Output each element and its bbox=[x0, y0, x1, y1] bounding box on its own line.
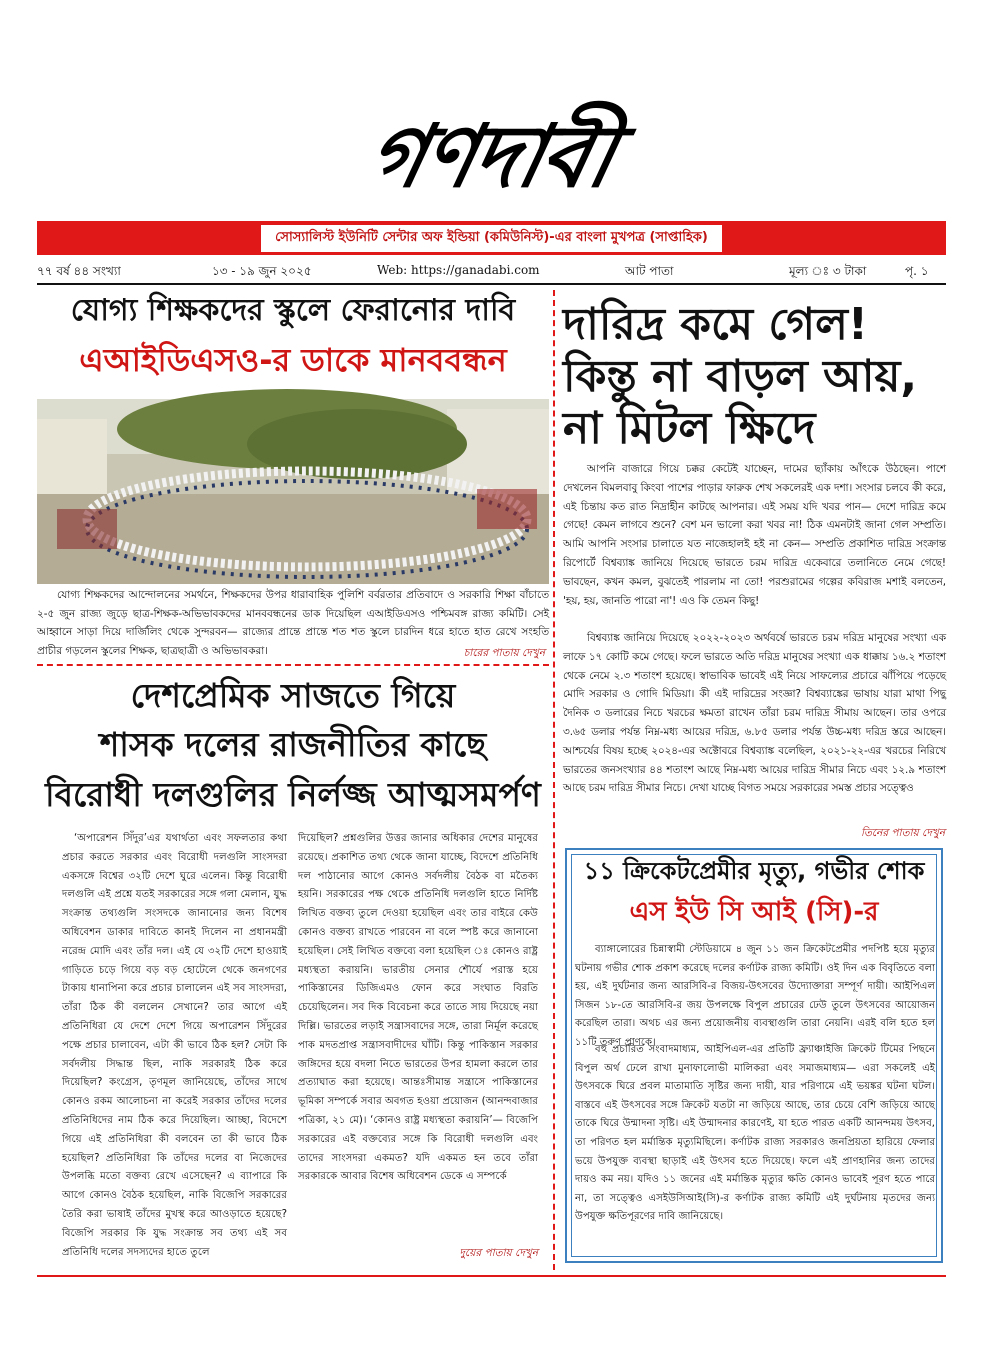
issue-date: ১৩ - ১৯ জুন ২০২৫ bbox=[212, 264, 312, 278]
story4-headline-2: এস ইউ সি আই (সি)-র bbox=[629, 897, 879, 927]
story2-headline-1: দেশপ্রেমিক সাজতে গিয়ে bbox=[130, 676, 456, 715]
story3-paragraph-1: আপনি বাজারে গিয়ে চক্কর কেটেই যাচ্ছেন, দামের ছ্যাঁকায় আঁৎকে উঠছেন। পাশে দেখলেন বিমলবাবু কিংবা পাশের পাড়ার ফারুক শেখ সকলেরই এক দশা। সংসার চলবে কী করে, এই চিন্তায় কত রাত নিদ্রাহীন কাটছে আপনার। এই সময় যদি খবর পান— দেশে দারিদ্র কমে গেছে! কেমন লাগবে শুনে? বেশ মন ভালো করা খবর না! ঠিক এমনটাই জানা গেল সম্প্রতি। আমি আপনি সংসার চালাতে যত নাজেহালই হই না কেন— সম্প্রতি প্রকাশিত দারিদ্র সংক্রান্ত রিপোর্টে বিশ্বব্যাঙ্ক জানিয়ে দিয়েছে ভারতে চরম দারিদ্র একেবারে তলানিতে নেমে গেছে! ভাবছেন, কখন কমল, বুঝতেই পারলাম না তো! পরশুরামের গল্পের কবিরাজ মশাই বলতেন, 'হয়, হয়, জানতি পারো না'! এও কি তেমন কিছু! bbox=[563, 463, 946, 607]
story3-paragraph-2: বিশ্বব্যাঙ্ক জানিয়ে দিয়েছে ২০২২-২০২৩ অর্থবর্ষে ভারতে চরম দরিদ্র মানুষের সংখ্যা এক লাফে ১৭ কোটি কমে গেছে। ফলে ভারতে অতি দরিদ্র মানুষের সংখ্যা এক ধাক্কায় ১৬.২ শতাংশ থেকে নেমে ২.৩ শতাংশ হয়েছে। স্বাভাবিক ভাবেই এই নিয়ে সাফল্যের প্রচারে ঝাঁপিয়ে পড়েছে মোদি সরকার ও গোদি মিডিয়া। কী এই দারিদ্রের সংজ্ঞা? বিশ্বব্যাঙ্কের ভাষায় যারা মাথা পিছু দৈনিক ৩ ডলারের নিচে খরচের ক্ষমতা রাখেন তাঁরা চরম দারিদ্র সীমায় আছেন। তার ওপরে ৩.৬৫ ডলার পর্যন্ত নিম্ন-মধ্য আয়ের দরিদ্র, ৬.৮৫ ডলার পর্যন্ত উচ্চ-মধ্য দরিদ্র স্তরে আছেন। আশ্চর্যের বিষয় হচ্ছে ২০২৪-এর অক্টোবরে বিশ্বব্যাঙ্ক বলেছিল, ২০২১-২২-এর খরচের নিরিখে ভারতের জনসংখ্যার ৪৪ শতাংশ আছে নিম্ন-মধ্য আয়ের দারিদ্র সীমার নিচে এবং ১২.৯ শতাংশ আছে চরম দারিদ্র সীমার নিচে। দেখা যাচ্ছে বিগত সময়ে সরকারের সমস্ত প্রচার সত্ত্বেও bbox=[563, 632, 946, 795]
publisher-banner-text: সোস্যালিস্ট ইউনিটি সেন্টার অফ ইন্ডিয়া (কমিউনিস্ট)-এর বাংলা মুখপত্র (সাপ্তাহিক) bbox=[261, 225, 722, 252]
issue-info-bar bbox=[37, 259, 946, 285]
page-number: পৃ. ১ bbox=[905, 264, 929, 278]
story2-column-2: দিয়েছিল? প্রশ্নগুলির উত্তর জানার অধিকার দেশের মানুষের রয়েছে। প্রকাশিত তথ্য থেকে জানা যাচ্ছে, বিদেশে প্রতিনিধি দল পাঠানোর আগে কোনও সর্বদলীয় বৈঠক বা মতৈক্য হয়নি। সরকারের পক্ষ থেকে প্রতিনিধি দলগুলি হাতে নির্দিষ্ট লিখিত বক্তব্য তুলে দেওয়া হয়েছিল এবং তার বাইরে কেউ কোনও বক্তব্য রাখতে পারবেন না বলে স্পষ্ট করে জানানো হয়েছিল। সেই লিখিত বক্তব্যে বলা হয়েছিল ঃ কোনও রাষ্ট্র মধ্যস্থতা করায়নি। ভারতীয় সেনার শৌর্যে পরাস্ত হয়ে পাকিস্তানের ডিজিএমও ফোন করে সংঘাত বিরতি চেয়েছিলেন। সব দিক বিবেচনা করে তাতে সায় দিয়েছে নয়া দিল্লি। ভারতের লড়াই সন্ত্রাসবাদের সঙ্গে, তারা নির্মূল করেছে পাক মদতপ্রাপ্ত সন্ত্রাসবাদীদের ঘাঁটি। কিন্তু পাকিস্তান সরকার জঙ্গিদের হয়ে বদলা নিতে ভারতের উপর হামলা করলে তার প্রত্যাঘাত করা হয়েছে। আন্তঃসীমান্ত সন্ত্রাসে পাকিস্তানের ভূমিকা সম্পর্কে সবার অবগত হওয়া প্রয়োজন (আনন্দবাজার পত্রিকা, ২১ মে)। ‘কোনও রাষ্ট্র মধ্যস্থতা করায়নি’— বিজেপি সরকারের এই বক্তব্যের সঙ্গে কি বিরোধী দলগুলি এবং তাদের সাংসদরা একমত? যদি একমত হন তবে তাঁরা সরকারকে আবার বিশেষ অধিবেশন ডেকে এ সম্পর্কে bbox=[298, 833, 538, 1183]
section-divider bbox=[37, 664, 549, 666]
photo-illustration bbox=[37, 399, 549, 584]
story2-headline-2: শাসক দলের রাজনীতির কাছে bbox=[99, 725, 487, 764]
story2-column-1: ‘অপারেশন সিঁদুর’এর যথার্থতা এবং সফলতার কথা প্রচার করতে সরকার এবং বিরোধী দলগুলি সাংসদরা একসঙ্গে বিশ্বের ৩২টি দেশে ঘুরে এলেন। কিন্তু বিরোধী দলগুলি এই প্রশ্নে যতই সরকারের সঙ্গে গলা মেলান, যুদ্ধ সংক্রান্ত তথ্যগুলি সংসদকে জানানোর জন্য বিশেষ অধিবেশন ডাকার দাবিতে কানই দিলেন না প্রধানমন্ত্রী নরেন্দ্র মোদি এবং তাঁর দল। এই যে ৩২টি দেশে হাওয়াই গাড়িতে চড়ে গিয়ে বড় বড় হোটেলে থেকে জনগণের টাকায় ধানাপিনা করে প্রচার চালালেন এই সব সাংসদরা, তাঁরা ঠিক কী বললেন সেখানে? তার আগে এই প্রতিনিধিরা যে দেশে দেশে গিয়ে অপারেশন সিঁদুরের পক্ষে প্রচার চালাবেন, এটা কী ভাবে ঠিক হল? সেটা কি সর্বদলীয় সিদ্ধান্ত ছিল, নাকি সরকারই ঠিক করে দিয়েছিল? কংগ্রেস, তৃণমূল জানিয়েছে, তাঁদের সাথে কোনও রকম আলোচনা না করেই সরকার তাঁদের দলের প্রতিনিধিদের নাম ঠিক করে দিয়েছিল। আচ্ছা, বিদেশে গিয়ে এই প্রতিনিধিরা কী বলবেন তা কী ভাবে ঠিক হয়েছিল? প্রতিনিধিরা কি তাঁদের দলের বা নিজেদের উপলব্ধি মতো বক্তব্য রেখে এসেছেন? এ ব্যাপারে কি আগে কোনও বৈঠক হয়েছিল, নাকি বিজেপি সরকারের তৈরি করা ভাষাই তাঁদের মুখস্থ করে আওড়াতে হয়েছে? বিজেপি সরকার কি যুদ্ধ সংক্রান্ত সব তথ্য এই সব প্রতিনিধি দলের সদস্যদের হাতে তুলে bbox=[62, 833, 287, 1258]
story1-headline-2: এআইডিএসও-র ডাকে মানববন্ধন bbox=[79, 341, 507, 379]
protest-photo bbox=[37, 399, 549, 584]
masthead-title: গণদাবী bbox=[357, 107, 623, 207]
story1-continued[interactable]: চারের পাতায় দেখুন bbox=[463, 647, 545, 659]
masthead-logo bbox=[268, 98, 712, 216]
story3-continued[interactable]: তিনের পাতায় দেখুন bbox=[860, 827, 945, 839]
story2-headline-3: বিরোধী দলগুলির নির্লজ্জ আত্মসমর্পণ bbox=[45, 775, 541, 814]
story4-paragraph-1: ব্যাঙ্গালোরের চিন্নাস্বামী স্টেডিয়ামে ৪ জুন ১১ জন ক্রিকেটপ্রেমীর পদপিষ্ট হয়ে মৃত্যুর ঘটনায় গভীর শোক প্রকাশ করেছে দলের কর্ণাটক রাজ্য কমিটি। ওই দিন এক বিবৃতিতে বলা হয়, এই দুর্ঘটনার জন্য আরসিবি-র বিজয়-উৎসবের উদ্যোক্তারা সম্পূর্ণ দায়ী। আইপিএল সিজন ১৮-তে আরসিবি-র জয় উপলক্ষে বিপুল প্রচারের ঢেউ তুলে উৎসবের আয়োজন করেছিল তারা। অথচ এর জন্য প্রয়োজনীয় ব্যবস্থাগুলি তারা নেয়নি। এরই বলি হতে হল ১১টি তরুণ প্রাণকে। bbox=[575, 944, 935, 1048]
story3-headline-1: দারিদ্র কমে গেল! bbox=[563, 299, 868, 350]
story4-headline-1: ১১ ক্রিকেটপ্রেমীর মৃত্যু, গভীর শোক bbox=[583, 857, 925, 885]
page-count: আট পাতা bbox=[625, 264, 674, 278]
website-link[interactable]: Web: https://ganadabi.com bbox=[377, 263, 540, 277]
photo-caption: যোগ্য শিক্ষকদের আন্দোলনের সমর্থনে, শিক্ষকদের উপর ধারাবাহিক পুলিশি বর্বরতার প্রতিবাদে ও সরকারি শিক্ষা বাঁচাতে ২-৫ জুন রাজ্য জুড়ে ছাত্র-শিক্ষক-অভিভাবকদের মানববন্ধনের ডাক দিয়েছিল এআইডিএসও পশ্চিমবঙ্গ রাজ্য কমিটি। সেই আহ্বানে সাড়া দিয়ে দার্জিলিং থেকে সুন্দরবন— রাজ্যের প্রান্তে প্রান্তে শত শত স্কুলে চারদিন ধরে হাতে হাত রেখে সংহতি প্রাচীর গড়লেন স্কুলের শিক্ষক, ছাত্রছাত্রী ও অভিভাবকরা। bbox=[37, 589, 549, 658]
story1-headline-1: যোগ্য শিক্ষকদের স্কুলে ফেরানোর দাবি bbox=[70, 293, 516, 328]
story3-headline-2: কিন্তু না বাড়ল আয়, bbox=[563, 351, 918, 402]
issue-number: ৭৭ বর্ষ ৪৪ সংখ্যা bbox=[37, 264, 121, 278]
price: মূল্য ঃ ৩ টাকা bbox=[789, 264, 867, 278]
column-divider bbox=[553, 290, 555, 1270]
story2-continued[interactable]: দুয়ের পাতায় দেখুন bbox=[459, 1247, 538, 1259]
story4-paragraph-2: বহু প্রচারিত সংবাদমাধ্যম, আইপিএল-এর প্রতিটি ফ্র্যাঞ্চাইজি ক্রিকেট টিমের পিছনে বিপুল অর্থ ঢেলে রাখা মুনাফালোভী মালিকরা এবং সমাজমাধ্যম— এরা সকলেই এই উৎসবকে ঘিরে প্রবল মাতামাতি সৃষ্টির জন্য দায়ী, যার পরিণামে এই ভয়ঙ্কর ঘটনা ঘটল। বাস্তবে এই উৎসবের সঙ্গে ক্রিকেট যতটা না জড়িয়ে আছে, তার চেয়ে বেশি জড়িয়ে আছে তাকে ঘিরে উন্মাদনা সৃষ্টি। এই উন্মাদনার কারণেই, যা হতে পারত একটি আনন্দময় উৎসব, তা পরিণত হল মর্মান্তিক মৃত্যুমিছিলে। কর্ণাটক রাজ্য সরকারও জনপ্রিয়তা হারিয়ে ফেলার ভয়ে উপযুক্ত ব্যবস্থা ছাড়াই এই উৎসব হতে দিয়েছে। ফলে এই প্রাণহানির জন্য তাদের দায়ও কম নয়। যদিও ১১ জনের এই মর্মান্তিক মৃত্যুর ক্ষতি কোনও ভাবেই পূরণ হতে পারে না, তা সত্ত্বেও এসইউসিআই(সি)-র কর্ণাটক রাজ্য কমিটি এই দুর্ঘটনায় মৃতদের জন্য উপযুক্ত ক্ষতিপূরণের দাবি জানিয়েছে। bbox=[575, 1044, 935, 1223]
footer-rule bbox=[37, 1275, 946, 1277]
publisher-banner bbox=[37, 221, 946, 255]
story3-headline-3: না মিটল ক্ষিদে bbox=[563, 403, 816, 454]
